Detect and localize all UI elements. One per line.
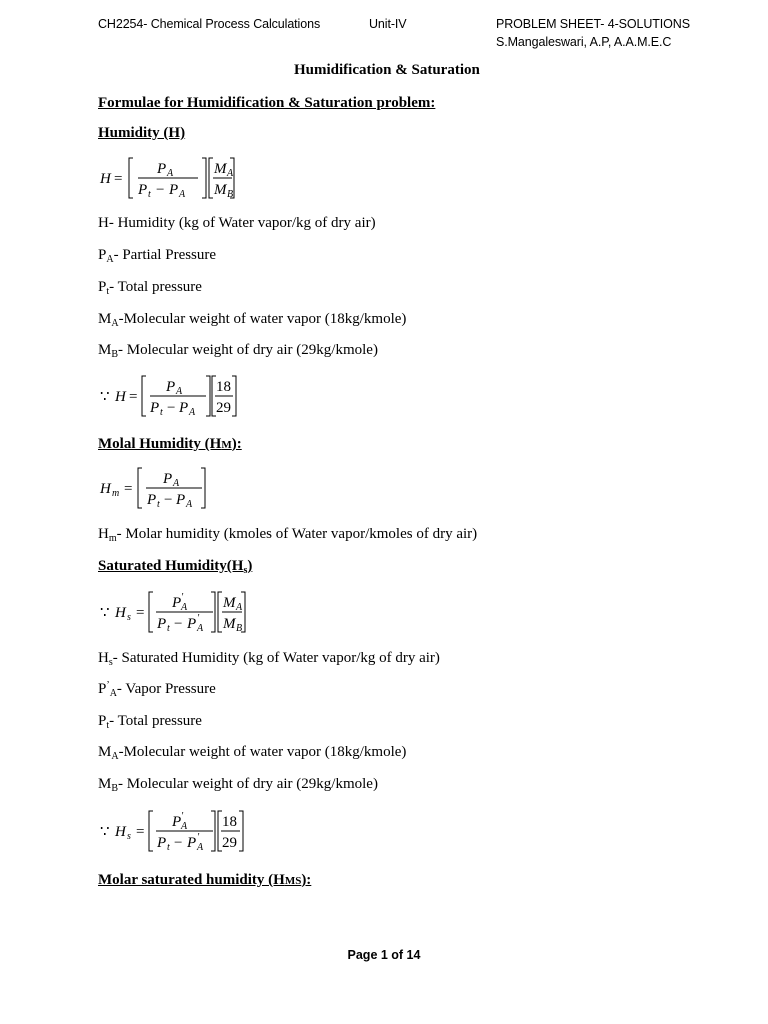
svg-text:t: t: [167, 623, 170, 634]
svg-text:∵: ∵: [100, 824, 110, 840]
def-mw-air-2: $M_B-$ Molecular weight of dry air (29kg/kmole): [98, 776, 378, 794]
def-partial-pressure: $P_A-$ Partial Pressure: [98, 247, 217, 265]
svg-text:P: P: [157, 161, 167, 177]
svg-text:H: H: [115, 824, 126, 840]
course-title: CH2254- Chemical Process Calculations: [98, 17, 321, 31]
humidity-heading: Humidity (H): [98, 125, 186, 141]
svg-text:=: =: [129, 389, 138, 405]
saturated-humidity-equation: [100, 588, 255, 636]
molar-saturated-humidity-heading: Molar saturated humidity (HMS):: [98, 872, 312, 888]
svg-text:29: 29: [222, 835, 237, 851]
svg-text:P: P: [147, 492, 157, 508]
svg-text:A: A: [179, 189, 186, 200]
sheet-title: PROBLEM SHEET- 4-SOLUTIONS: [496, 17, 690, 31]
svg-text:−: −: [164, 492, 173, 508]
def-mw-water: $M_A$-Molecular weight of water vapor (18kg/kmole): [98, 311, 407, 329]
svg-text:=: =: [114, 171, 123, 187]
svg-text:−: −: [156, 182, 165, 198]
svg-text:∵: ∵: [100, 389, 110, 405]
svg-text:t: t: [160, 407, 163, 418]
molal-humidity-equation: [100, 464, 220, 512]
svg-text:B: B: [236, 623, 243, 634]
svg-text:18: 18: [216, 379, 231, 395]
svg-text:t: t: [167, 842, 170, 853]
svg-text:A: A: [189, 407, 196, 418]
svg-text:P: P: [163, 471, 173, 487]
def-mw-air: $M_B-$ Molecular weight of dry air (29kg/kmole): [98, 342, 378, 360]
svg-text:M: M: [214, 182, 227, 198]
def-humidity: H- Humidity (kg of Water vapor/kg of dry air): [98, 215, 376, 231]
def-total-pressure: $P_t-$ Total pressure: [98, 279, 202, 297]
svg-text:P: P: [172, 595, 182, 611]
svg-text:A: A: [181, 821, 188, 832]
svg-text:A: A: [167, 168, 174, 179]
humidity-numeric-equation: [100, 372, 245, 420]
svg-text:A: A: [227, 168, 234, 179]
svg-text:P: P: [187, 835, 197, 851]
svg-text:s: s: [127, 831, 131, 842]
svg-text:A: A: [197, 842, 204, 853]
humidity-equation: [100, 154, 245, 202]
def-mw-water-2: $M_A$-Molecular weight of water vapor (18kg/kmole): [98, 744, 407, 762]
svg-text:s: s: [127, 612, 131, 623]
svg-text:H: H: [100, 171, 111, 187]
svg-text:': ': [197, 613, 200, 624]
svg-text:H: H: [115, 605, 126, 621]
page-title: Humidification & Saturation: [294, 62, 480, 78]
def-molar-humidity: $H_m-$ Molar humidity (kmoles of Water vapor/kmoles of dry air): [98, 526, 478, 544]
page-number: Page 1 of 14: [347, 948, 421, 962]
svg-text:29: 29: [216, 400, 231, 416]
svg-text:18: 18: [222, 814, 237, 830]
svg-text:P: P: [176, 492, 186, 508]
author-line: S.Mangaleswari, A.P, A.A.M.E.C: [496, 35, 672, 49]
svg-text:': ': [197, 832, 200, 843]
molal-humidity-heading: Molal Humidity (HM):: [98, 436, 242, 452]
svg-text:A: A: [186, 499, 193, 510]
svg-text:t: t: [148, 189, 151, 200]
unit-label: Unit-IV: [369, 17, 407, 31]
svg-text:P: P: [157, 616, 167, 632]
saturated-humidity-heading: Saturated $Humidity(H_s)$: [98, 558, 253, 576]
svg-text:P: P: [138, 182, 148, 198]
svg-text:': ': [181, 592, 184, 603]
svg-text:A: A: [173, 478, 180, 489]
svg-text:': ': [181, 811, 184, 822]
def-vapor-pressure: $P^’_A-$ Vapor Pressure: [98, 680, 216, 699]
svg-text:P: P: [150, 400, 160, 416]
svg-text:A: A: [197, 623, 204, 634]
svg-text:t: t: [157, 499, 160, 510]
svg-text:P: P: [172, 814, 182, 830]
svg-text:=: =: [124, 481, 133, 497]
svg-text:A: A: [236, 602, 243, 613]
svg-text:H: H: [115, 389, 126, 405]
svg-text:P: P: [157, 835, 167, 851]
def-total-pressure-2: $P_t-$ Total pressure: [98, 713, 202, 731]
svg-text:B: B: [227, 189, 234, 200]
svg-text:H: H: [100, 481, 111, 497]
svg-text:P: P: [179, 400, 189, 416]
def-saturated-humidity: $H_s-$ Saturated Humidity (kg of Water vapor/kg of dry air): [98, 650, 440, 668]
svg-text:−: −: [167, 400, 176, 416]
svg-text:P: P: [169, 182, 179, 198]
svg-text:M: M: [214, 161, 227, 177]
svg-text:=: =: [136, 824, 145, 840]
svg-text:∵: ∵: [100, 605, 110, 621]
svg-text:−: −: [174, 616, 183, 632]
svg-text:M: M: [223, 616, 236, 632]
svg-text:m: m: [112, 488, 120, 499]
svg-text:M: M: [223, 595, 236, 611]
svg-text:P: P: [166, 379, 176, 395]
svg-text:−: −: [174, 835, 183, 851]
formulae-heading: Formulae for Humidification & Saturation problem:: [98, 95, 436, 111]
saturated-humidity-numeric-equation: [100, 807, 255, 855]
svg-text:P: P: [187, 616, 197, 632]
svg-text:=: =: [136, 605, 145, 621]
svg-text:A: A: [181, 602, 188, 613]
svg-text:A: A: [176, 386, 183, 397]
